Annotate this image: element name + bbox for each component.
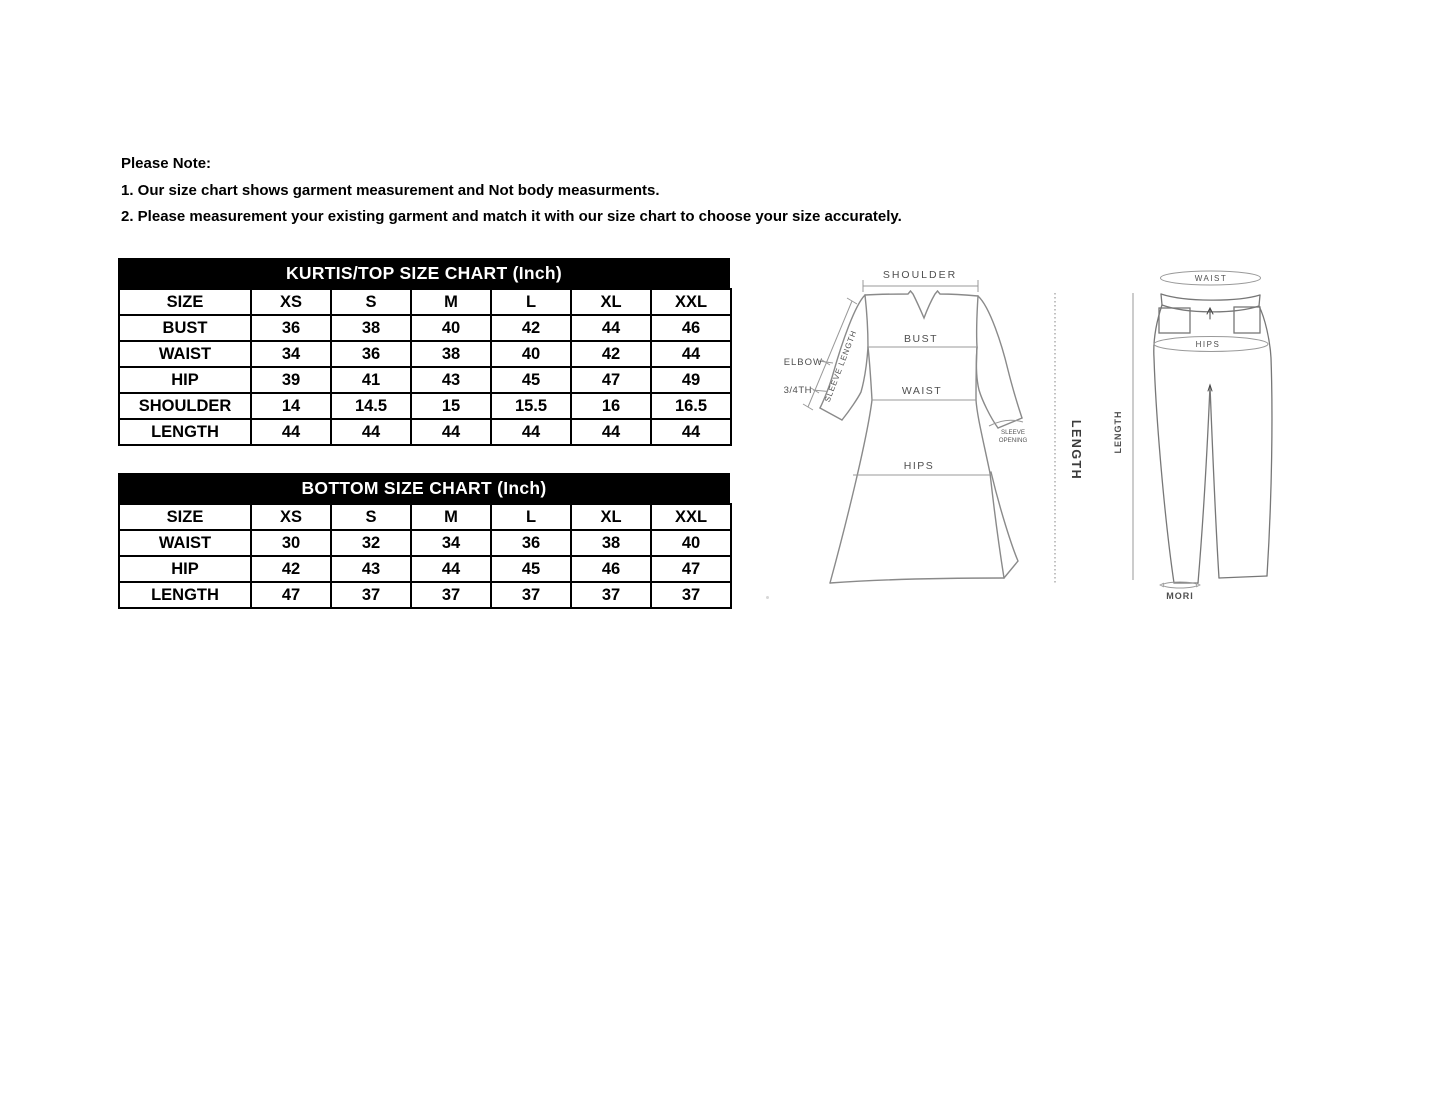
- row-label-cell: HIP: [119, 556, 251, 582]
- kurti-right-slit-front: [990, 473, 1004, 578]
- kurti-three-fourth-label: 3/4TH: [783, 385, 812, 396]
- column-header-cell: M: [411, 289, 491, 315]
- pants-marks: [1207, 308, 1213, 391]
- bottom-chart-grid: [118, 503, 730, 609]
- value-cell: 45: [491, 367, 571, 393]
- value-cell: 40: [491, 341, 571, 367]
- value-cell: 37: [331, 582, 411, 608]
- pants-hips-label: HIPS: [1195, 340, 1221, 349]
- table-row: [119, 315, 731, 341]
- value-cell: 32: [331, 530, 411, 556]
- value-cell: 38: [571, 530, 651, 556]
- value-cell: 46: [571, 556, 651, 582]
- value-cell: 15.5: [491, 393, 571, 419]
- value-cell: 42: [571, 341, 651, 367]
- value-cell: 36: [331, 341, 411, 367]
- pants-measurement-diagram: [1095, 250, 1310, 615]
- value-cell: 39: [251, 367, 331, 393]
- pants-outline: [1154, 294, 1272, 583]
- value-cell: 43: [411, 367, 491, 393]
- pants-waist-label: WAIST: [1194, 274, 1228, 283]
- value-cell: 37: [491, 582, 571, 608]
- pants-fly-arrow: [1207, 308, 1213, 319]
- pants-length-label: LENGTH: [1113, 410, 1123, 454]
- table-row: [119, 419, 731, 445]
- value-cell: 40: [651, 530, 731, 556]
- kurti-labels: [784, 269, 1083, 480]
- bottom-size-chart: [118, 473, 730, 609]
- value-cell: 42: [251, 556, 331, 582]
- kurti-left-cuff: [820, 408, 842, 420]
- size-grid: [118, 288, 732, 446]
- value-cell: 36: [491, 530, 571, 556]
- value-cell: 41: [331, 367, 411, 393]
- kurti-length-label: LENGTH: [1069, 419, 1083, 481]
- value-cell: 47: [251, 582, 331, 608]
- column-header-cell: S: [331, 504, 411, 530]
- column-header-cell: L: [491, 289, 571, 315]
- column-header-cell: M: [411, 504, 491, 530]
- value-cell: 30: [251, 530, 331, 556]
- row-label-cell: LENGTH: [119, 582, 251, 608]
- value-cell: 42: [491, 315, 571, 341]
- value-cell: 15: [411, 393, 491, 419]
- value-cell: 44: [651, 419, 731, 445]
- kurtis-top-size-chart: [118, 258, 730, 446]
- kurti-sleeve-opening-label-1: SLEEVE: [1000, 429, 1026, 436]
- column-header-cell: XL: [571, 289, 651, 315]
- table-row: [119, 367, 731, 393]
- row-label-cell: BUST: [119, 315, 251, 341]
- value-cell: 47: [651, 556, 731, 582]
- pants-measure-lines: [1133, 271, 1268, 588]
- value-cell: 44: [411, 556, 491, 582]
- column-header-cell: XS: [251, 504, 331, 530]
- pants-mori-label: MORI: [1166, 591, 1194, 601]
- row-label-cell: LENGTH: [119, 419, 251, 445]
- kurti-right-cuff: [998, 418, 1022, 428]
- value-cell: 47: [571, 367, 651, 393]
- kurti-right-sleeve-inner: [976, 347, 998, 428]
- table-row: [119, 582, 731, 608]
- value-cell: 43: [331, 556, 411, 582]
- kurti-right-armhole: [977, 296, 978, 347]
- pants-left-pocket: [1159, 308, 1190, 333]
- pants-waistband-top: [1161, 294, 1260, 300]
- note-line-1: 1. Our size chart shows garment measurement and Not body measurments.: [121, 181, 660, 199]
- note-line-2: 2. Please measurement your existing garment and match it with our size chart to choose your size accurately.: [121, 208, 902, 225]
- value-cell: 16: [571, 393, 651, 419]
- row-label-cell: WAIST: [119, 530, 251, 556]
- bottom-chart-title: BOTTOM SIZE CHART (Inch): [118, 473, 730, 503]
- column-header-cell: SIZE: [119, 504, 251, 530]
- value-cell: 16.5: [651, 393, 731, 419]
- row-label-cell: SHOULDER: [119, 393, 251, 419]
- value-cell: 44: [331, 419, 411, 445]
- value-cell: 14.5: [331, 393, 411, 419]
- value-cell: 34: [251, 341, 331, 367]
- kurti-waist-label: WAIST: [901, 385, 943, 397]
- kurti-sleeve-length-label: SLEEVE LENGTH: [822, 328, 859, 404]
- column-header-cell: XL: [571, 504, 651, 530]
- value-cell: 34: [411, 530, 491, 556]
- please-note-block: [121, 151, 902, 231]
- pants-right-inner-seam: [1210, 386, 1219, 578]
- kurti-sleeve-opening-label-2: OPENING: [998, 437, 1028, 444]
- kurti-neckline: [865, 291, 978, 318]
- note-title: Please Note:: [121, 155, 212, 172]
- kurti-measurement-diagram: [775, 250, 1095, 610]
- kurtis-top-chart-grid: [118, 288, 730, 446]
- kurti-hips-label: HIPS: [903, 460, 935, 472]
- kurti-bust-label: BUST: [903, 333, 939, 345]
- value-cell: 38: [411, 341, 491, 367]
- value-cell: 44: [571, 315, 651, 341]
- column-header-cell: L: [491, 504, 571, 530]
- row-label-cell: WAIST: [119, 341, 251, 367]
- pants-left-inner-seam: [1198, 386, 1210, 583]
- row-label-cell: HIP: [119, 367, 251, 393]
- kurtis-top-chart-title: KURTIS/TOP SIZE CHART (Inch): [118, 258, 730, 288]
- value-cell: 36: [251, 315, 331, 341]
- value-cell: 44: [491, 419, 571, 445]
- kurti-hem: [830, 578, 1004, 583]
- size-header-row: [119, 289, 731, 315]
- table-row: [119, 530, 731, 556]
- value-cell: 14: [251, 393, 331, 419]
- column-header-cell: XXL: [651, 504, 731, 530]
- column-header-cell: SIZE: [119, 289, 251, 315]
- column-header-cell: XXL: [651, 289, 731, 315]
- table-row: [119, 393, 731, 419]
- value-cell: 37: [651, 582, 731, 608]
- column-header-cell: S: [331, 289, 411, 315]
- kurti-right-slit-back: [991, 472, 1018, 578]
- value-cell: 44: [571, 419, 651, 445]
- table-row: [119, 556, 731, 582]
- artifact-dot: [766, 596, 769, 599]
- value-cell: 49: [651, 367, 731, 393]
- value-cell: 44: [651, 341, 731, 367]
- kurti-shoulder-label: SHOULDER: [882, 269, 958, 281]
- size-header-row: [119, 504, 731, 530]
- size-grid: [118, 503, 732, 609]
- kurti-elbow-label: ELBOW: [783, 357, 823, 368]
- value-cell: 46: [651, 315, 731, 341]
- value-cell: 44: [251, 419, 331, 445]
- value-cell: 37: [411, 582, 491, 608]
- kurti-left-armhole: [865, 295, 868, 347]
- value-cell: 37: [571, 582, 651, 608]
- value-cell: 38: [331, 315, 411, 341]
- value-cell: 40: [411, 315, 491, 341]
- value-cell: 45: [491, 556, 571, 582]
- table-row: [119, 341, 731, 367]
- value-cell: 44: [411, 419, 491, 445]
- column-header-cell: XS: [251, 289, 331, 315]
- pants-right-hem: [1219, 576, 1267, 578]
- kurti-right-sleeve-outer: [978, 296, 1022, 418]
